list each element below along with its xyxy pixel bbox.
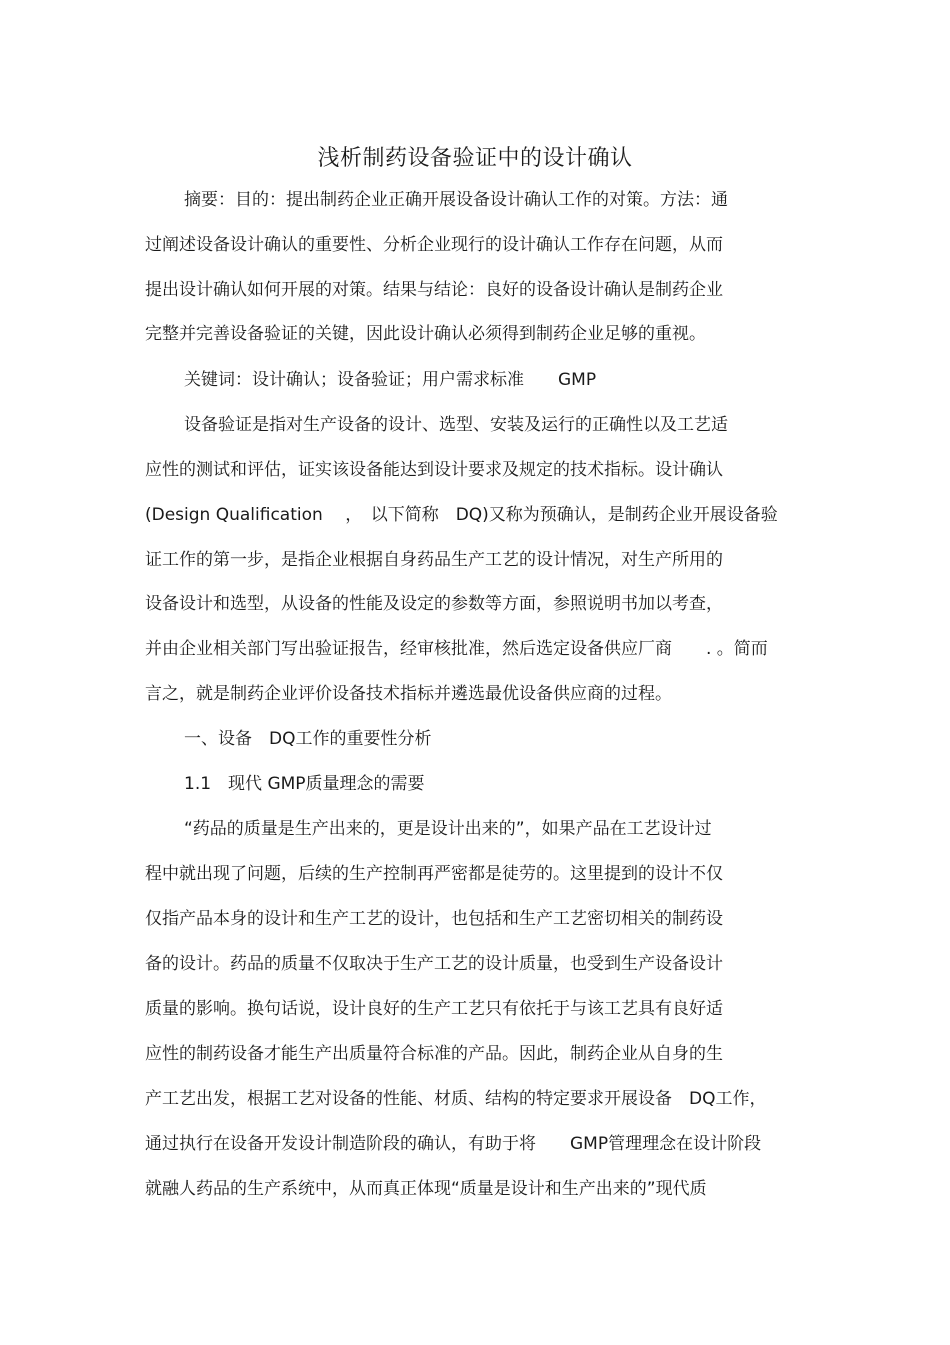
subsection-heading: 1.1 现代 GMP质量理念的需要 [184, 774, 425, 794]
text-line: 过阐述设备设计确认的重要性、分析企业现行的设计确认工作存在问题，从而 [145, 235, 723, 255]
text-line: 摘要：目的：提出制药企业正确开展设备设计确认工作的对策。方法：通 [184, 190, 728, 210]
text-line: “药品的质量是生产出来的，更是设计出来的”，如果产品在工艺设计过 [184, 819, 712, 839]
text-line: 完整并完善设备验证的关键，因此设计确认必须得到制药企业足够的重视。 [145, 324, 706, 344]
text-line: 就融人药品的生产系统中，从而真正体现“质量是设计和生产出来的”现代质 [145, 1179, 707, 1199]
text-line: 程中就出现了问题，后续的生产控制再严密都是徒劳的。这里提到的设计不仅 [145, 864, 723, 884]
text-line: 应性的测试和评估，证实该设备能达到设计要求及规定的技术指标。设计确认 [145, 460, 723, 480]
text-line: 质量的影响。换句话说，设计良好的生产工艺只有依托于与该工艺具有良好适 [145, 999, 723, 1019]
section-heading: 一、设备 DQ工作的重要性分析 [184, 729, 432, 749]
text-line: 设备设计和选型，从设备的性能及设定的参数等方面，参照说明书加以考查， [145, 594, 723, 614]
keywords-line: 关键词：设计确认；设备验证；用户需求标准 GMP [184, 370, 597, 390]
text-line: 并由企业相关部门写出验证报告，经审核批准，然后选定设备供应厂商 . 。简而 [145, 639, 768, 659]
text-line: (Design Qualification ， 以下简称 DQ)又称为预确认，是制药企业开展设备验 [145, 505, 778, 525]
text-line: 设备验证是指对生产设备的设计、选型、安装及运行的正确性以及工艺适 [184, 415, 728, 435]
text-line: 应性的制药设备才能生产出质量符合标准的产品。因此，制药企业从自身的生 [145, 1044, 723, 1064]
text-line: 产工艺出发，根据工艺对设备的性能、材质、结构的特定要求开展设备 DQ工作， [145, 1089, 767, 1109]
text-line: 通过执行在设备开发设计制造阶段的确认，有助于将 GMP管理理念在设计阶段 [145, 1134, 762, 1154]
document-title: 浅析制药设备验证中的设计确认 [317, 146, 633, 171]
text-line: 提出设计确认如何开展的对策。结果与结论：良好的设备设计确认是制药企业 [145, 280, 723, 300]
text-line: 证工作的第一步，是指企业根据自身药品生产工艺的设计情况，对生产所用的 [145, 550, 723, 570]
text-line: 言之，就是制药企业评价设备技术指标并遴选最优设备供应商的过程。 [145, 684, 672, 704]
text-line: 备的设计。药品的质量不仅取决于生产工艺的设计质量，也受到生产设备设计 [145, 954, 723, 974]
text-line: 仅指产品本身的设计和生产工艺的设计，也包括和生产工艺密切相关的制药设 [145, 909, 723, 929]
